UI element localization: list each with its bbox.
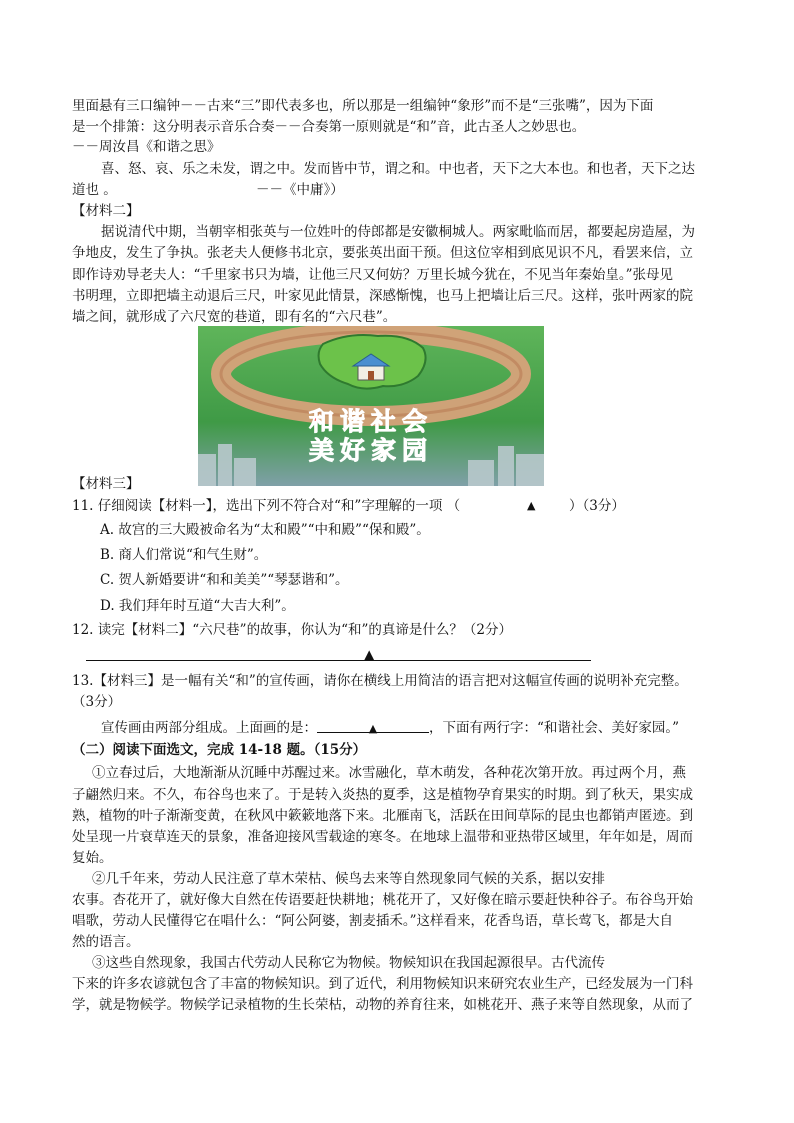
text-line: 处呈现一片衰草连天的景象，准备迎接风雪载途的寒冬。在地球上温带和亚热带区域里，年年如是，周而 [72,829,693,845]
text-fragment: 道也 。 [72,182,117,198]
citation-line: －－周汝昌《和谐之思》 [72,139,221,155]
text-line: 书明理，立即把墙主动退后三尺，叶家见此情景，深感惭愧，也马上把墙让后三尺。这样，张叶两家的院 [72,288,693,304]
answer-marker-icon: ▲ [368,722,378,735]
citation-fragment: －－《中庸》） [256,182,344,198]
question-12: 12. 读完【材料二】“六尺巷”的故事，你认为“和”的真谛是什么？（2分） [72,622,512,638]
text-line: 里面悬有三口编钟－－古来“三”即代表多也，所以那是一组编钟“象形”而不是“三张嘴”，因为下面 [72,98,654,114]
question-13-score: （3分） [72,694,122,710]
section-2-heading: （二）阅读下面选文，完成 14-18 题。（15分） [72,742,367,758]
question-11 [72,496,722,516]
option-d: D. 我们拜年时互道“大吉大利”。 [100,598,295,614]
answer-marker-icon: ▲ [364,647,375,663]
text-line: 墙之间，就形成了六尺宽的巷道，即有名的“六尺巷”。 [72,309,397,325]
option-a: A. 故宫的三大殿被命名为“太和殿”“中和殿”“保和殿”。 [100,522,430,538]
poster-title-line-2: 美好家园 [308,436,434,465]
text-line: 复始。 [72,850,113,866]
question-text: 11. 仔细阅读【材料一】，选出下列不符合对“和”字理解的一项 （ [72,498,461,514]
text-line: 子翩然归来。不久，布谷鸟也来了。于是转入炎热的夏季，这是植物孕育果实的时期。到了秋天，果实成 [72,787,693,803]
question-13: 13.【材料三】是一幅有关“和”的宣传画，请你在横线上用简洁的语言把对这幅宣传画的说明补充完整。 [72,673,688,689]
text-line: ②几千年来，劳动人民注意了草木荣枯、候鸟去来等自然现象同气候的关系，据以安排 [92,871,605,887]
option-c: C. 贺人新婚要讲“和和美美”“琴瑟谐和”。 [100,572,349,588]
text-line: ①立春过后，大地渐渐从沉睡中苏醒过来。冰雪融化，草木萌发，各种花次第开放。再过两个月，燕 [92,765,686,781]
answer-marker-icon: ▲ [527,499,536,512]
text-line: 下来的许多农谚就包含了丰富的物候知识。到了近代，利用物候知识来研究农业生产，已经发展为一门科 [72,976,693,992]
text-line: 农事。杏花开了，就好像大自然在传语要赶快耕地；桃花开了，又好像在暗示要赶快种谷子。布谷鸟开始 [72,892,693,908]
text-line: 学，就是物候学。物候学记录植物的生长荣枯，动物的养育往来，如桃花开、燕子来等自然现象，从而了 [72,997,693,1013]
prompt-text: ，下面有两行字：“和谐社会、美好家园。” [429,720,680,736]
answer-blank[interactable] [317,718,429,733]
text-line: 是一个排箫：这分明表示音乐合奏－－合奏第一原则就是“和”音，此古圣人之妙思也。 [72,119,586,135]
text-line: 即作诗劝导老夫人：“千里家书只为墙，让他三尺又何妨？万里长城今犹在，不见当年秦始皇。”张母见 [72,267,674,283]
text-line: 唱歌，劳动人民懂得它在唱什么：“阿公阿婆，割麦插禾。”这样看来，花香鸟语，草长莺飞，都是大自 [72,913,674,929]
text-line: 争地皮，发生了争执。张老夫人便修书北京，要张英出面干预。但这位宰相到底见识不凡，看罢来信，立 [72,245,693,261]
question-13-prompt [101,718,751,738]
text-line: 据说清代中期，当朝宰相张英与一位姓叶的侍郎都是安徽桐城人。两家毗临而居，都要起房造屋，为 [101,224,695,240]
answer-line [86,660,591,661]
text-line [72,180,722,200]
section-heading: 【材料二】 [72,203,140,219]
prompt-text: 宣传画由两部分组成。上面画的是： [101,720,317,736]
option-b: B. 商人们常说“和气生财”。 [100,547,268,563]
text-line: 然的语言。 [72,934,140,950]
section-heading: 【材料三】 [72,476,140,492]
question-score: ）（3分） [569,498,625,514]
text-line: 喜、怒、哀、乐之未发，谓之中。发而皆中节，谓之和。中也者，天下之大本也。和也者，天下之达 [101,161,695,177]
poster-title-line-1: 和谐社会 [308,407,434,436]
harmony-poster-image [198,326,544,486]
text-line: 熟，植物的叶子渐渐变黄，在秋风中簌簌地落下来。北雁南飞，活跃在田间草际的昆虫也都销声匿迹。到 [72,808,693,824]
text-line: ③这些自然现象，我国古代劳动人民称它为物候。物候知识在我国起源很早。古代流传 [92,955,605,971]
